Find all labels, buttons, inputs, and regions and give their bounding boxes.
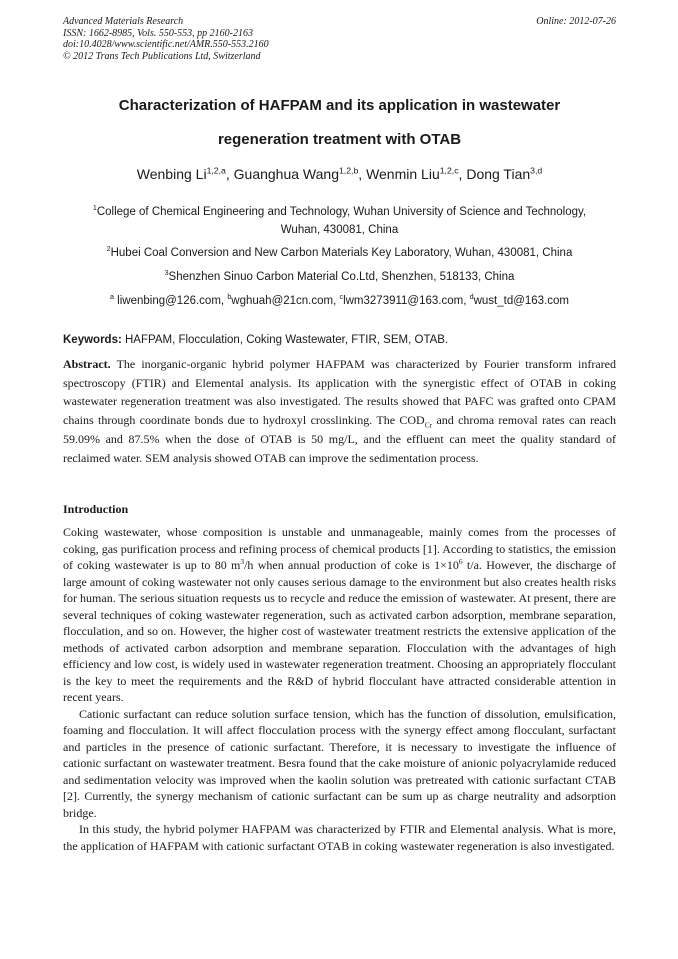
keywords-text: HAFPAM, Flocculation, Coking Wastewater, FTIR, SEM, OTAB. (125, 334, 449, 346)
author-affil-mark: 1,2,b (338, 165, 359, 176)
title-line-2: regeneration treatment with OTAB (217, 131, 462, 148)
affiliation-mark: 1 (92, 204, 97, 213)
paragraph (63, 524, 616, 706)
abstract (63, 355, 616, 467)
keywords (63, 332, 616, 348)
journal-header (63, 16, 616, 62)
affiliation-3 (63, 268, 616, 286)
email-b[interactable]: wghuah@21cn.com, (231, 295, 337, 307)
author-affil-mark: 1,2,a (206, 165, 226, 176)
paragraph-text: /h when annual production of coke is 1×10 (244, 558, 459, 572)
doi-line: doi:10.4028/www.scientific.net/AMR.550-553.2160 (63, 39, 269, 50)
author-name: Guanghua Wang (233, 166, 339, 182)
paragraph-text: Coking wastewater, whose composition is unstable and unmanageable, mainly comes from the processes of coking, gas purification process and refining process of chemical products [1]. According to statistics, the emission of coking wastewater is up to 80 m (63, 525, 616, 572)
author-affil-mark: 1,2,c (439, 165, 459, 176)
superscript: 6 (458, 557, 463, 566)
copyright-line: © 2012 Trans Tech Publications Ltd, Switzerland (63, 50, 261, 62)
abstract-text-1: The inorganic-organic hybrid polymer HAFPAM was characterized by Fourier transform infrared spectroscopy (FTIR) and Elemental analysis. Its application with the synergistic effect of OTAB in coking wastewater regeneration treatment was also investigated. The results showed that PAFC was grafted onto CPAM chains through coordinate bonds due to hydroxyl crosslinking. The COD (63, 357, 616, 428)
email-list (63, 292, 616, 310)
email-c[interactable]: lwm3273911@163.com, (343, 295, 467, 307)
paragraph: In this study, the hybrid polymer HAFPAM was characterized by FTIR and Elemental analysis. What is more, the application of HAFPAM with cationic surfactant OTAB in coking wastewater regeneration is also investigated. (63, 822, 616, 853)
keywords-label: Keywords: (63, 334, 122, 346)
paper-title (63, 89, 616, 157)
email-a[interactable]: liwenbing@126.com, (117, 295, 225, 307)
affiliation-mark: 2 (106, 245, 111, 254)
author-affil-mark: 3,d (530, 165, 543, 176)
abstract-subscript: Cr (424, 420, 433, 430)
email-mark: c (339, 293, 344, 302)
email-mark: a (110, 293, 114, 302)
author-name: Dong Tian (466, 166, 531, 182)
author-separator: , (225, 166, 234, 182)
online-date: Online: 2012-07-26 (536, 16, 616, 27)
author-separator: , (358, 166, 367, 182)
affiliation-text-cont: Wuhan, 430081, China (280, 224, 399, 236)
author-name: Wenmin Liu (366, 166, 440, 182)
issn-line: ISSN: 1662-8985, Vols. 550-553, pp 2160-2163 (63, 27, 253, 39)
abstract-label: Abstract. (63, 357, 111, 371)
superscript: 3 (240, 557, 245, 566)
author-name: Wenbing Li (136, 166, 207, 182)
affiliation-text: College of Chemical Engineering and Technology, Wuhan University of Science and Technology, (96, 206, 587, 218)
affiliation-1 (63, 203, 616, 239)
email-mark: b (227, 293, 232, 302)
email-mark: d (469, 293, 474, 302)
email-d[interactable]: wust_td@163.com (473, 295, 569, 307)
paragraph: Cationic surfactant can reduce solution surface tension, which has the function of dissolution, emulsification, foaming and flocculation. It will affect flocculation process with the synergy effect among flocculant, surfactant and particles in the presence of cationic surfactant. Therefore, it is necessary to investigate the influence of cationic surfactant on wastewater treatment. Besra found that the cake moisture of anionic polyacrylamide reduced and sedimentation velocity was improved when the kaolin solution was pretreated with cationic surfactant CTAB [2]. Currently, the synergy mechanism of cationic surfactant can be sum up as charge neutrality and adsorption bridge. (63, 706, 616, 820)
journal-name: Advanced Materials Research (63, 16, 184, 27)
affiliation-text: Hubei Coal Conversion and New Carbon Materials Key Laboratory, Wuhan, 430081, China (110, 247, 573, 259)
affiliation-text: Shenzhen Sinuo Carbon Material Co.Ltd, Shenzhen, 518133, China (168, 271, 515, 283)
author-list (63, 164, 616, 184)
introduction-heading: Introduction (63, 502, 129, 516)
introduction-body (63, 524, 616, 854)
abstract-text-2: and chroma removal rates can reach 59.09% and 87.5% when the dose of OTAB is 50 mg/L, and the effluent can meet the quality standard of reclaimed water. SEM analysis showed OTAB can improve the sedimentation process. (63, 413, 616, 465)
paragraph-text: t/a. However, the discharge of large amount of coking wastewater not only causes serious damage to the environment but also creates health risks for human. The serious situation requests us to recycle and reduce the emission of wastewater. At present, there are several techniques of coking wastewater regeneration, such as activated carbon adsorption, membrane separation, flocculation, and so on. However, the higher cost of wastewater treatment restricts the extensive application of the methods of activated carbon adsorption and membrane separation. Flocculation with the advantages of high efficiency and low cost, is widely used in wastewater regeneration treatment. Choosing an appropriately flocculant is the key to meet the requirements and the R&D of hybrid flocculant have attracted considerable attention in recent years. (63, 558, 616, 704)
affiliation-2 (63, 244, 616, 262)
author-separator: , (458, 166, 467, 182)
affiliation-mark: 3 (164, 269, 169, 278)
title-line-1: Characterization of HAFPAM and its application in wastewater (118, 97, 561, 114)
